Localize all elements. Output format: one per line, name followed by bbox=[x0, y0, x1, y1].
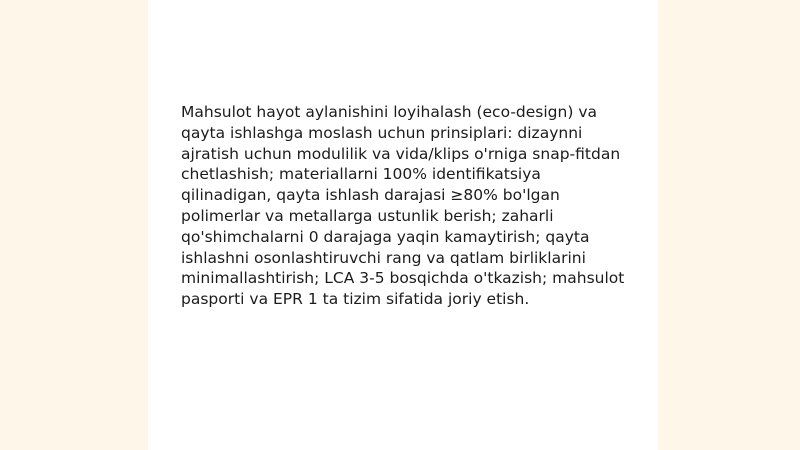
document-page bbox=[148, 0, 658, 450]
body-paragraph: Mahsulot hayot aylanishini loyihalash (eco-design) va qayta ishlashga moslash uchun prinsiplari: dizaynni ajratish uchun modulilik va vida/klips o'rniga snap-fitdan chetlashish; materiallarni 100% identifikatsiya qilinadigan, qayta ishlash darajasi ≥80% bo'lgan polimerlar va metallarga ustunlik berish; zaharli qo'shimchalarni 0 darajaga yaqin kamaytirish; qayta ishlashni osonlashtiruvchi rang va qatlam birliklarini minimallashtirish; LCA 3-5 bosqichda o'tkazish; mahsulot pasporti va EPR 1 ta tizim sifatida joriy etish. bbox=[181, 103, 625, 309]
